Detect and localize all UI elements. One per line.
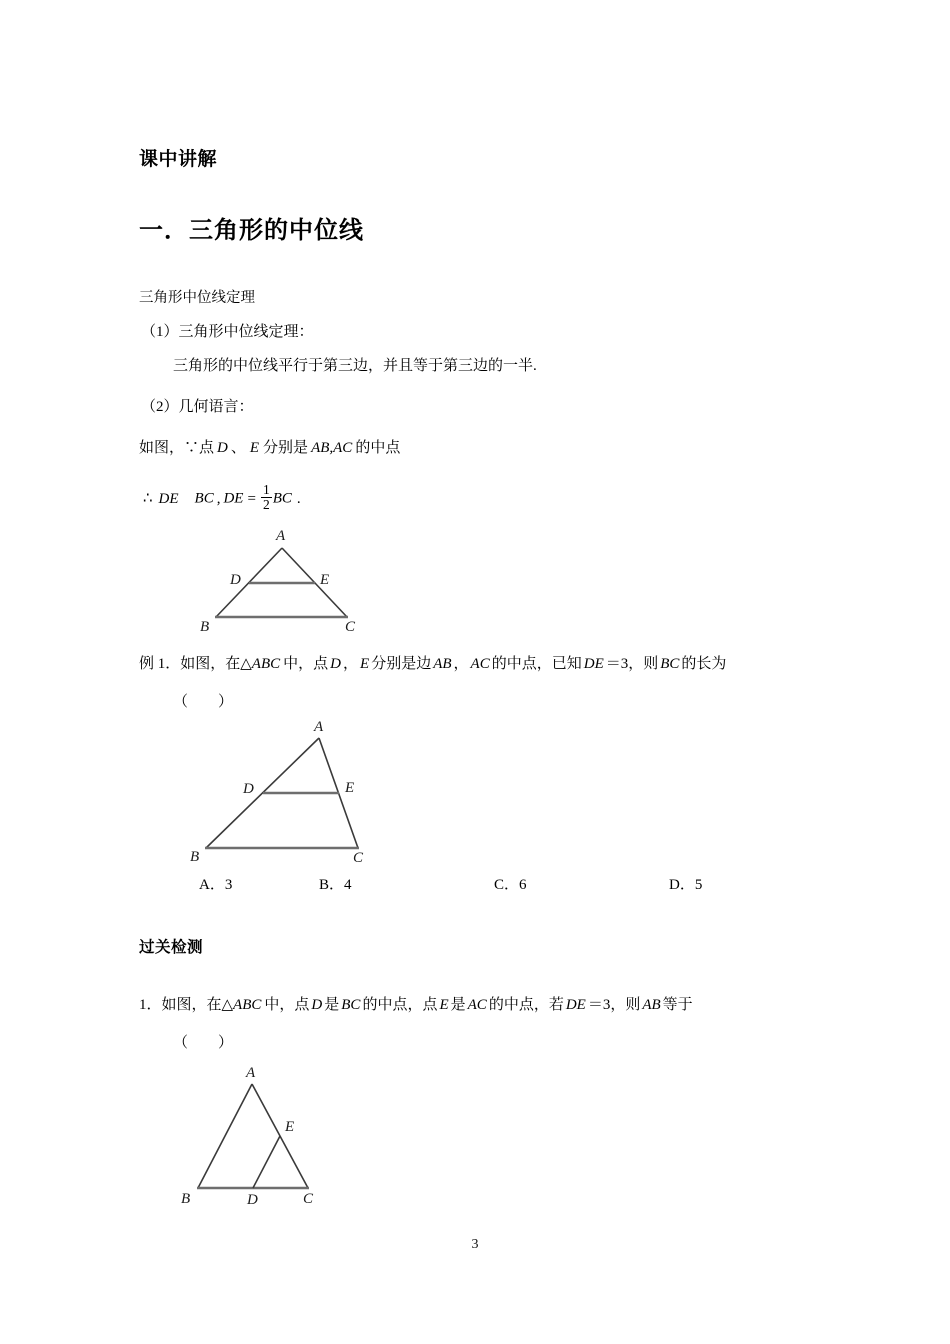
example1-text-g: 的长为 [681,656,727,672]
figure-theorem-label-a: A [276,528,286,544]
figure-practice1-label-e: E [285,1119,295,1135]
example1-segment-ac: AC [470,656,490,672]
practice1-triangle-abc: △ABC [221,997,262,1013]
practice1-segment-ac: AC [467,997,487,1013]
conclusion-bc-2: BC [272,490,292,507]
option-d[interactable] [669,878,702,893]
figure-example1-label-a: A [314,719,324,735]
practice1-segment-bc: BC [341,997,361,1013]
figure-practice1-segment-de [253,1136,280,1188]
option-a[interactable] [199,878,319,893]
option-b[interactable] [319,878,494,893]
example1-text-c: ， [343,656,359,672]
figure-theorem [134,522,356,637]
practice1-segment-de: DE [565,997,586,1013]
option-d-value: 5 [694,877,703,893]
practice1-segment-ab: AB [642,997,661,1013]
figure-theorem-label-d: D [230,572,241,588]
practice1-text-g: 等于 [662,997,693,1013]
conclusion-period: . [296,490,301,507]
given-segments: AB,AC [311,440,353,456]
example1-text-f: 的中点，已知 [491,656,582,672]
example1-segment-de: DE [583,656,604,672]
figure-practice1-label-b: B [181,1191,191,1207]
figure-practice1-side-ab [198,1084,252,1188]
example1-answer-blank[interactable]: （ ） [173,694,234,710]
option-d-label: D． [669,877,695,893]
practice1-text-c: 是 [324,997,340,1013]
practice1-question-line1 [139,998,693,1013]
figure-practice1 [159,1060,359,1210]
figure-example1-label-e: E [345,780,355,796]
figure-theorem-label-c: C [345,619,356,635]
example1-triangle-abc: △ABC [240,656,281,672]
example1-point-e: E [360,656,370,672]
heading-topic: 一．三角形的中位线 [139,217,364,244]
example1-segment-bc: BC [660,656,680,672]
practice1-prefix: 1．如图，在 [139,997,222,1013]
theorem-given-line [139,441,400,456]
theorem-conclusion-line [143,483,301,512]
figure-practice1-label-c: C [303,1191,314,1207]
conclusion-comma: , [216,490,221,507]
theorem-title: 三角形中位线定理 [139,290,255,306]
practice1-de-value: ＝3，则 [587,997,641,1013]
practice1-text-d: 的中点，点 [362,997,438,1013]
practice1-text-e: 是 [450,997,466,1013]
option-b-value: 4 [344,877,352,893]
practice1-text-f: 的中点，若 [488,997,564,1013]
therefore-symbol: ∴ [143,490,153,507]
theorem-item1-label: （1）三角形中位线定理： [141,324,314,340]
figure-theorem-label-b: B [200,619,210,635]
heading-lesson-section: 课中讲解 [139,149,218,170]
figure-theorem-label-e: E [320,572,330,588]
fraction-one-half [261,483,272,512]
practice1-point-e: E [439,997,449,1013]
option-b-label: B． [319,877,345,893]
conclusion-de-1: DE [158,490,179,507]
example1-text-b: 中，点 [283,656,329,672]
example1-point-d: D [330,656,341,672]
figure-example1-label-c: C [353,850,364,866]
example1-de-value: ＝3，则 [605,656,659,672]
option-c-label: C． [494,877,520,893]
conclusion-equals: = [247,490,256,507]
example1-prefix: 例 1．如图，在 [139,656,241,672]
theorem-item1-text: 三角形的中位线平行于第三边，并且等于第三边的一半. [173,358,537,374]
page-number: 3 [471,1237,479,1252]
figure-example1-label-b: B [190,849,200,865]
fraction-denominator: 2 [262,496,270,512]
conclusion-de-2: DE [223,490,244,507]
given-separator: 、 [230,440,246,456]
option-c-value: 6 [519,877,527,893]
given-mid: 分别是 [263,440,309,456]
figure-example1-label-d: D [243,781,254,797]
practice1-answer-blank[interactable]: （ ） [173,1035,234,1051]
given-prefix: 如图，∵点 [139,440,215,456]
practice1-point-d: D [311,997,323,1013]
figure-example1 [159,715,389,865]
heading-practice: 过关检测 [139,939,204,956]
example1-options [199,878,702,893]
option-a-label: A． [199,877,225,893]
option-a-value: 3 [224,877,233,893]
figure-practice1-label-d: D [247,1192,258,1208]
example1-text-e: ， [453,656,469,672]
option-c[interactable] [494,878,669,893]
fraction-numerator: 1 [262,482,270,497]
figure-practice1-label-a: A [246,1065,256,1081]
practice1-text-b: 中，点 [264,997,310,1013]
example1-text-d: 分别是边 [371,656,432,672]
example1-segment-ab: AB [433,656,452,672]
conclusion-bc-1: BC [194,490,214,507]
given-point-d: D [217,440,228,456]
given-point-e: E [249,440,260,456]
given-suffix: 的中点 [355,440,401,456]
theorem-item2-label: （2）几何语言： [141,399,254,415]
example1-question-line1 [139,657,726,672]
